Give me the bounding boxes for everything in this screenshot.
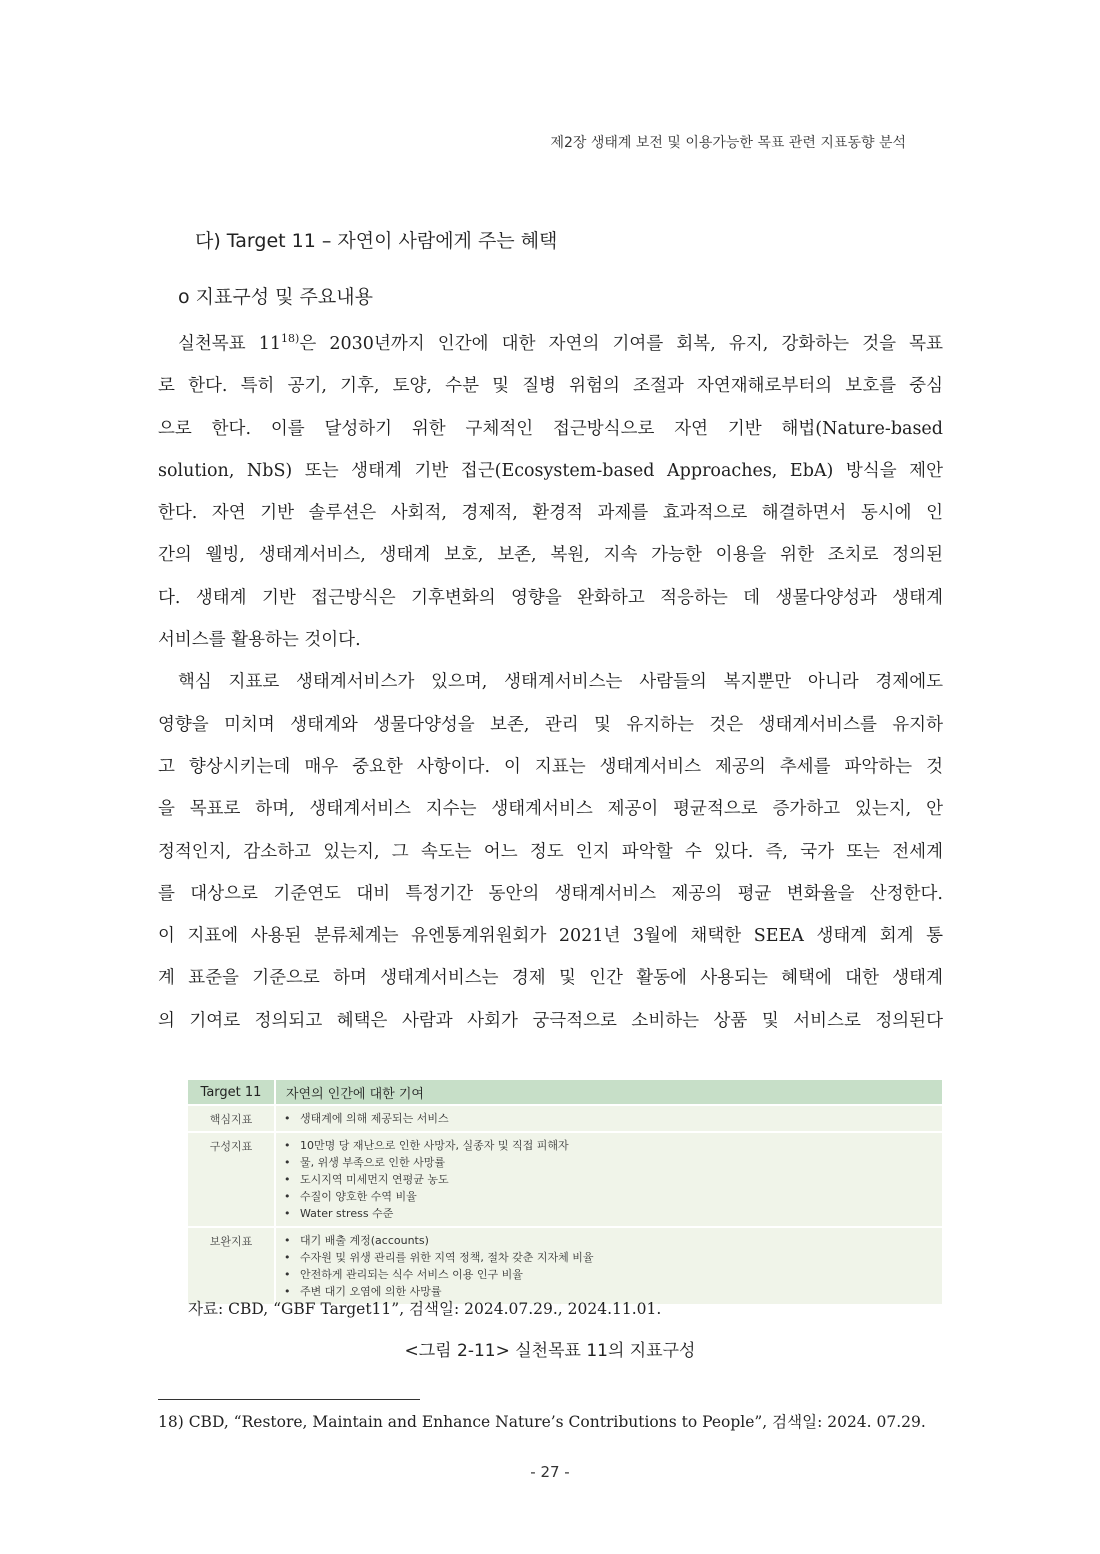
- list-item: • 수질이 양호한 수역 비율: [284, 1190, 417, 1203]
- indicator-table: [188, 1080, 942, 1304]
- body-line: 한다. 자연 기반 솔루션은 사회적, 경제적, 환경적 과제를 효과적으로 해결하면서 동시에 인: [158, 503, 943, 524]
- footnote: 18) CBD, “Restore, Maintain and Enhance Nature’s Contributions to People”, 검색일: 2024. 07.29.: [158, 1413, 926, 1431]
- body-line: 고 향상시키는데 매우 중요한 사항이다. 이 지표는 생태계서비스 제공의 추세를 파악하는 것: [158, 756, 943, 777]
- table-row: [188, 1132, 942, 1227]
- row-category: 핵심지표: [188, 1105, 275, 1132]
- section-title: 다) Target 11 – 자연이 사람에게 주는 혜택: [195, 230, 558, 252]
- subsection-heading: o 지표구성 및 주요내용: [178, 286, 373, 308]
- table-header-target: Target 11: [188, 1080, 275, 1105]
- page-number: - 27 -: [530, 1463, 570, 1481]
- body-line: 정적인지, 감소하고 있는지, 그 속도는 어느 정도 인지 파악할 수 있다. 즉, 국가 또는 전세계: [158, 841, 943, 862]
- list-item: • 수자원 및 위생 관리를 위한 지역 정책, 절차 갖춘 지자체 비율: [284, 1251, 594, 1264]
- list-item: • 10만명 당 재난으로 인한 사망자, 실종자 및 직접 피해자: [284, 1139, 569, 1152]
- list-item: • 안전하게 관리되는 식수 서비스 이용 인구 비율: [284, 1268, 523, 1281]
- figure-caption: <그림 2-11> 실천목표 11의 지표구성: [404, 1341, 696, 1361]
- body-line: 계 표준을 기준으로 하며 생태계서비스는 경제 및 인간 활동에 사용되는 혜택에 대한 생태계: [158, 968, 943, 989]
- body-line: 로 한다. 특히 공기, 기후, 토양, 수분 및 질병 위험의 조절과 자연재해로부터의 보호를 중심: [158, 376, 943, 397]
- list-item: • 대기 배출 계정(accounts): [284, 1234, 429, 1247]
- body-line: 다. 생태계 기반 접근방식은 기후변화의 영향을 완화하고 적응하는 데 생물다양성과 생태계: [158, 587, 943, 608]
- row-category: 구성지표: [188, 1132, 275, 1227]
- row-items: [275, 1132, 942, 1227]
- footnote-ref[interactable]: 18): [281, 332, 300, 345]
- list-item: • 물, 위생 부족으로 인한 사망률: [284, 1156, 445, 1169]
- body-line: 를 대상으로 기준연도 대비 특정기간 동안의 생태계서비스 제공의 평균 변화율을 산정한다.: [158, 883, 943, 904]
- row-items: [275, 1105, 942, 1132]
- body-text: [158, 318, 943, 1042]
- body-line: 서비스를 활용하는 것이다.: [158, 630, 361, 651]
- table-header-title: 자연의 인간에 대한 기여: [275, 1080, 942, 1105]
- body-line: 핵심 지표로 생태계서비스가 있으며, 생태계서비스는 사람들의 복지뿐만 아니라 경제에도: [178, 672, 943, 693]
- list-item: • Water stress 수준: [284, 1207, 394, 1220]
- body-line: 간의 웰빙, 생태계서비스, 생태계 보호, 보존, 복원, 지속 가능한 이용을 위한 조치로 정의된: [158, 545, 943, 566]
- table-row: [188, 1227, 942, 1304]
- body-line: 이 지표에 사용된 분류체계는 유엔통계위원회가 2021년 3월에 채택한 SEEA 생태계 회계 통: [158, 926, 943, 947]
- footnote-divider: [158, 1399, 420, 1400]
- running-header: 제2장 생태계 보전 및 이용가능한 목표 관련 지표동향 분석: [550, 135, 906, 151]
- row-category: 보완지표: [188, 1227, 275, 1304]
- row-items: [275, 1227, 942, 1304]
- body-line: 실천목표 11$^{18)}$은 2030년까지 인간에 대한 자연의 기여를 회복, 유지, 강화하는 것을 목표: [178, 332, 943, 354]
- list-item: • 도시지역 미세먼지 연평균 농도: [284, 1173, 449, 1186]
- table-row: [188, 1105, 942, 1132]
- body-line: solution, NbS) 또는 생태계 기반 접근(Ecosystem-based Approaches, EbA) 방식을 제안: [158, 460, 943, 481]
- figure-source: 자료: CBD, “GBF Target11”, 검색일: 2024.07.29., 2024.11.01.: [188, 1300, 662, 1318]
- list-item: • 생태계에 의해 제공되는 서비스: [284, 1112, 449, 1125]
- list-item: • 주변 대기 오염에 의한 사망률: [284, 1285, 442, 1298]
- body-line: 으로 한다. 이를 달성하기 위한 구체적인 접근방식으로 자연 기반 해법(Nature-based: [158, 418, 943, 439]
- body-line: 영향을 미치며 생태계와 생물다양성을 보존, 관리 및 유지하는 것은 생태계서비스를 유지하: [158, 714, 943, 735]
- body-line: 의 기여로 정의되고 혜택은 사람과 사회가 궁극적으로 소비하는 상품 및 서비스로 정의된다: [158, 1010, 943, 1031]
- body-line: 을 목표로 하며, 생태계서비스 지수는 생태계서비스 제공이 평균적으로 증가하고 있는지, 안: [158, 799, 943, 820]
